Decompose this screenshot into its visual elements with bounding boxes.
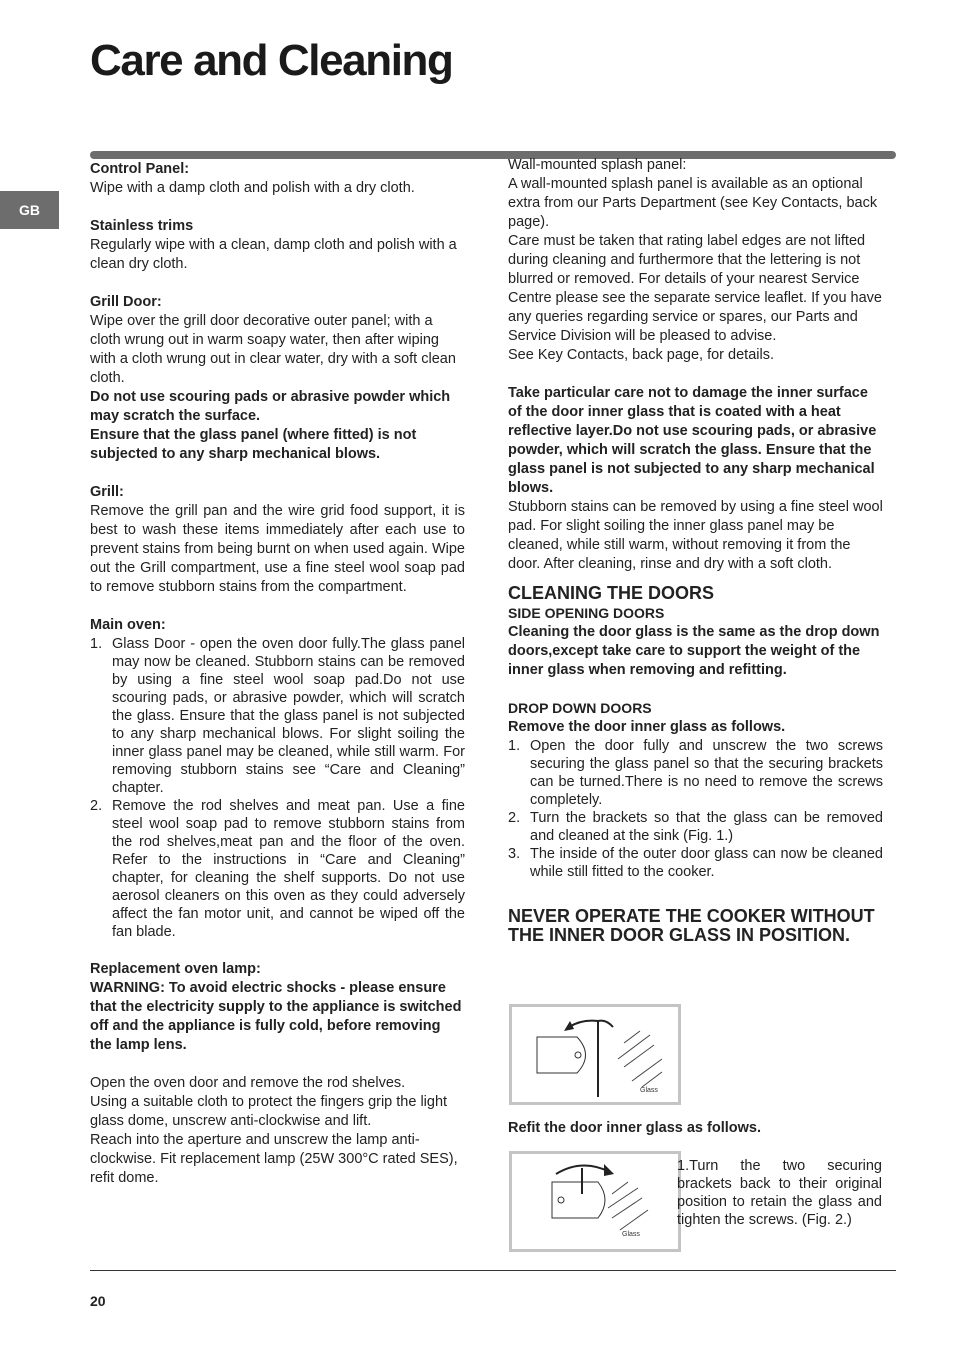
right-column [508,156,883,945]
never-operate-warning: NEVER OPERATE THE COOKER WITHOUT THE INNER DOOR GLASS IN POSITION. [508,906,875,945]
lamp-body-3: Reach into the aperture and unscrew the lamp anti-clockwise. Fit replacement lamp (25W 300°C rated SES), refit dome. [90,1132,458,1186]
glass-label: Glass [640,1087,658,1094]
footer-rule [90,1270,896,1271]
control-panel-heading: Control Panel: [90,161,190,177]
lamp-heading: Replacement oven lamp: [90,961,261,977]
lamp-body-1: Open the oven door and remove the rod shelves. [90,1075,406,1091]
page-title: Care and Cleaning [90,36,453,85]
lamp-body-2: Using a suitable cloth to protect the fingers grip the light glass dome, unscrew anti-clockwise and lift. [90,1094,448,1129]
door-glass-diagram-1 [512,1007,678,1102]
drop-down-list [508,737,883,881]
splash-body-1: A wall-mounted splash panel is available as an optional extra from our Parts Department (see Key Contacts, back page). [508,176,878,230]
door-glass-diagram-2 [512,1154,678,1249]
main-oven-heading: Main oven: [90,617,166,633]
language-tab: GB [0,191,59,229]
page-number: 20 [90,1293,106,1309]
grill-door-heading: Grill Door: [90,294,162,310]
glass-label: Glass [622,1231,640,1238]
control-panel-body: Wipe with a damp cloth and polish with a dry cloth. [90,180,415,196]
splash-body-2: Care must be taken that rating label edges are not lifted during cleaning and furthermore that the lettering is not blurred or removed. For details of your nearest Service Centre please see the separate service leaflet. If you have any queries regarding service or spares, our Parts and Service Division will be pleased to advise. [508,233,882,344]
list-item: 1. Glass Door - open the oven door fully.The glass panel may now be cleaned. Stubborn stains can be removed by using a fine steel wool soap pad.Do not use scouring pads, or abrasive powder, which will scratch the glass. Ensure that the glass panel is not subjected to any sharp mechanical blows. For slight soiling the inner glass panel may be cleaned, while still warm. For removing stubborn stains see “Care and Cleaning” chapter. [90,636,465,796]
grill-door-body: Wipe over the grill door decorative outer panel; with a cloth wrung out in warm soapy water, then after wiping with a cloth wrung out in clear water, dry with a soft clean cloth. [90,313,456,386]
refit-heading: Refit the door inner glass as follows. [508,1120,761,1136]
stainless-heading: Stainless trims [90,218,194,234]
figure-2 [509,1151,681,1252]
side-opening-body: Cleaning the door glass is the same as the drop down doors,except take care to support the weight of the inner glass when removing and refitting. [508,624,880,678]
list-item: 3. The inside of the outer door glass can now be cleaned while still fitted to the cooker. [508,846,883,880]
drop-down-intro: Remove the door inner glass as follows. [508,719,786,735]
grill-door-warning-2: Ensure that the glass panel (where fitted) is not subjected to any sharp mechanical blows. [90,427,417,462]
list-item: 2. Remove the rod shelves and meat pan. Use a fine steel wool soap pad to remove stubborn stains from the rod shelves,meat pan and the floor of the oven. Refer to the instructions in “Care and Cleaning” chapter, for cleaning the shelf supports. Do not use aerosol cleaners on this oven as they could adversely affect the fan motor unit, and cannot be wiped off the fan blade. [90,798,465,940]
stubborn-stains: Stubborn stains can be removed by using a fine steel wool pad. For slight soiling the inner glass panel may be cleaned, while still warm, without removing it from the door. After cleaning, rinse and dry with a soft cloth. [508,499,883,572]
lamp-warning: WARNING: To avoid electric shocks - please ensure that the electricity supply to the appliance is switched off and the appliance is fully cold, before removing the lamp lens. [90,980,462,1053]
grill-door-warning-1: Do not use scouring pads or abrasive powder which may scratch the surface. [90,389,451,424]
grill-body: Remove the grill pan and the wire grid food support, it is best to wash these items immediately after each use to prevent stains from being burnt on when used again. Wipe out the Grill compartment, use a fine steel wool soap pad to remove stubborn stains from the compartment. [90,503,465,595]
stainless-body: Regularly wipe with a clean, damp cloth and polish with a clean dry cloth. [90,237,457,272]
cleaning-doors-heading: CLEANING THE DOORS [508,583,715,603]
list-item: 2. Turn the brackets so that the glass can be removed and cleaned at the sink (Fig. 1.) [508,810,883,844]
splash-body-3: See Key Contacts, back page, for details. [508,347,774,363]
splash-heading: Wall-mounted splash panel: [508,157,687,173]
refit-step: 1.Turn the two securing brackets back to their original position to retain the glass and tighten the screws. (Fig. 2.) [677,1158,882,1228]
list-item: 1. Open the door fully and unscrew the two screws securing the glass panel so that the securing brackets can be turned.There is no need to remove the screws completely. [508,738,883,808]
drop-down-heading: DROP DOWN DOORS [508,700,652,716]
grill-heading: Grill: [90,484,124,500]
main-oven-list [90,635,465,941]
left-column [90,160,465,1188]
side-opening-heading: SIDE OPENING DOORS [508,605,665,621]
figure-1 [509,1004,681,1105]
glass-warning: Take particular care not to damage the inner surface of the door inner glass that is coated with a heat reflective layer.Do not use scouring pads, or abrasive powder, which will scratch the glass. Ensure that the glass panel is not subjected to any sharp mechanical blows. [508,385,877,496]
